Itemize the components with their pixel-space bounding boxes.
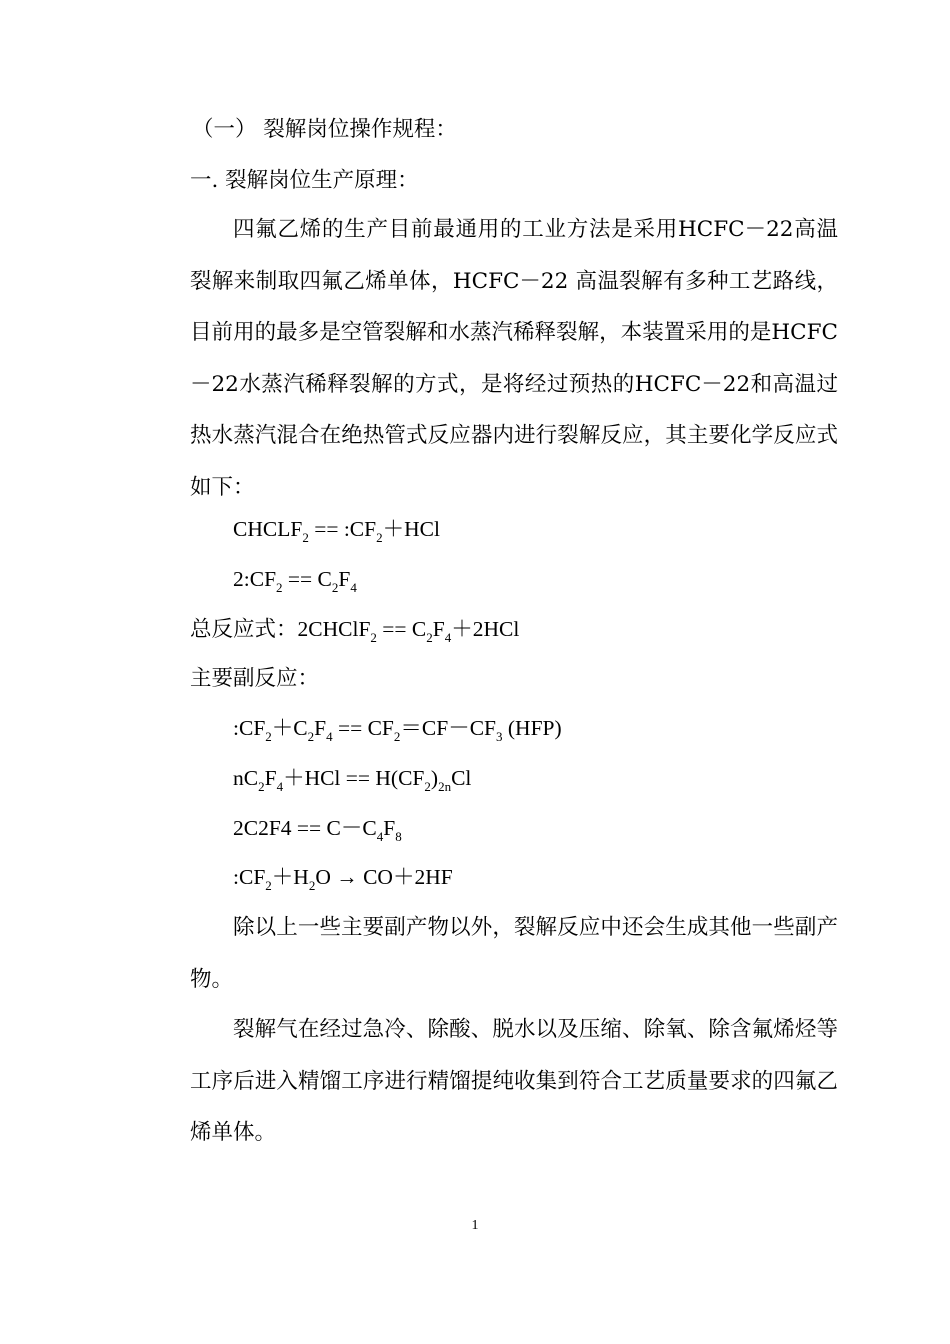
side-reaction-3: $2C2F4 == C-C_4F_8$ <box>233 816 402 844</box>
section-title: （一） 裂解岗位操作规程： <box>192 117 457 142</box>
reaction-2: $2:CF_2 == C_2F_4$ <box>233 567 357 595</box>
side-reaction-1: $:CF_2+C_2F_4 == CF_2=CF-CF_3$ (HFP) <box>233 716 562 744</box>
side-reaction-2: $nC_2F_4+HCl == H(CF_2)_{2n}Cl$ <box>233 766 472 794</box>
page-number: 1 <box>471 1218 479 1233</box>
reaction-1: $CHCLF_2$ == $:CF_2+HCl$ <box>233 517 440 545</box>
overall-reaction: 总反应式：2CHClF$_2$ == $C_2F_4+2HCl$ <box>190 617 520 645</box>
subsection-title: 一. 裂解岗位生产原理： <box>190 168 419 193</box>
intro-paragraph: 四氟乙烯的生产目前最通用的工业方法是采用HCFC－22高温裂解来制取四氟乙烯单体，HCFC－22 高温裂解有多种工艺路线，目前用的最多是空管裂解和水蒸汽稀释裂解，本装置采用的是HCFC－22水蒸汽稀释裂解的方式，是将经过预热的HCFC－22和高温过热水蒸汽混合在绝热管式反应器内进行裂解反应，其主要化学反应式如下： <box>190 217 838 500</box>
overall-reaction-label: 总反应式： <box>190 617 298 641</box>
side-reactions-label: 主要副反应： <box>190 666 320 691</box>
paragraph-byproducts: 除以上一些主要副产物以外，裂解反应中还会生成其他一些副产物。 <box>190 915 838 992</box>
side-reaction-4: $:CF_2+H_2O \to CO+2HF$ <box>233 865 453 893</box>
paragraph-process: 裂解气在经过急冷、除酸、脱水以及压缩、除氧、除含氟烯烃等工序后进入精馏工序进行精馏提纯收集到符合工艺质量要求的四氟乙烯单体。 <box>190 1017 838 1145</box>
